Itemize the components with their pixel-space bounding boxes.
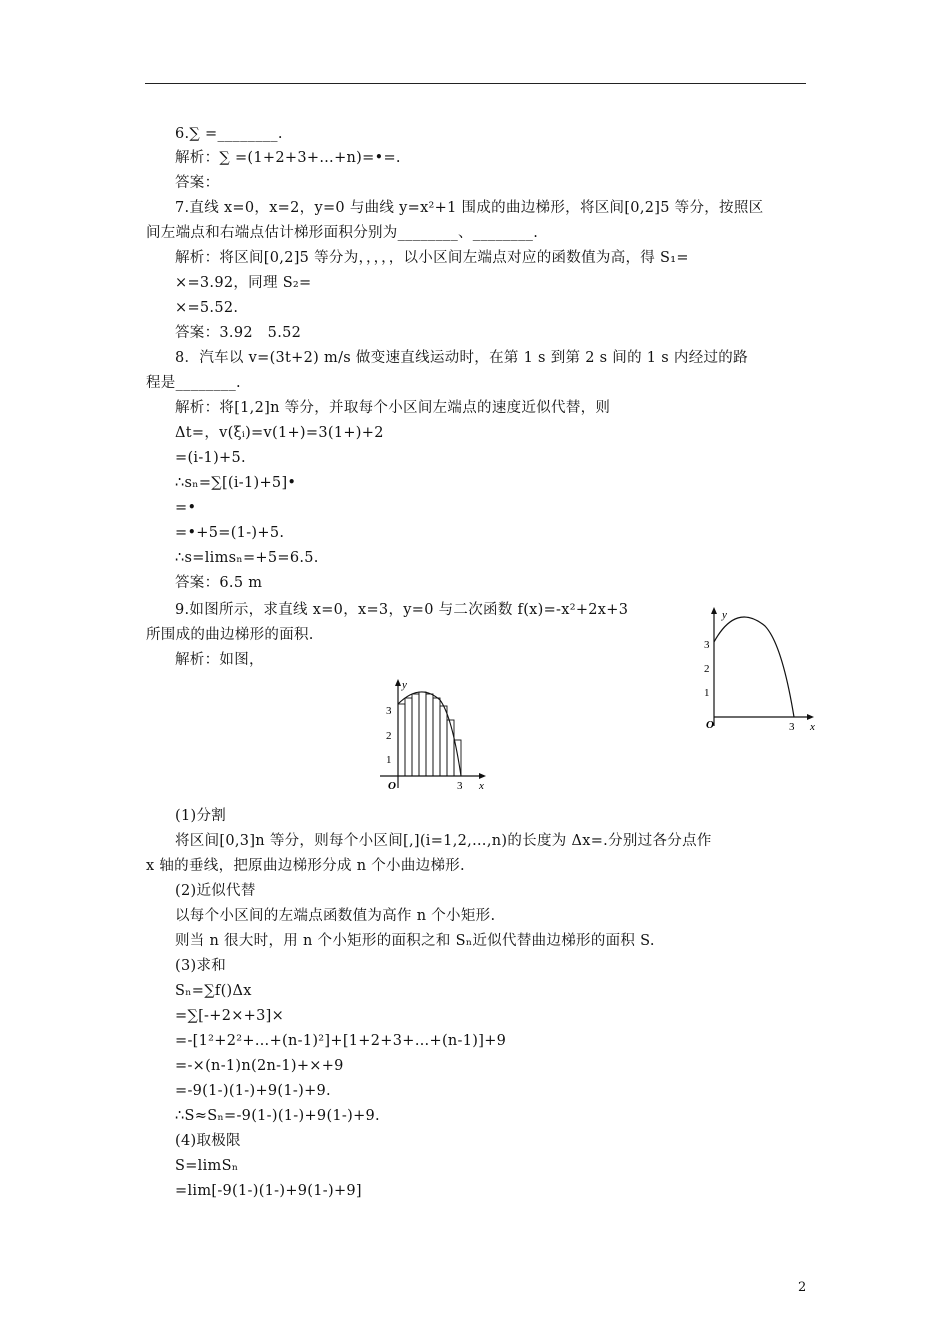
text-line: 解析：将区间[0,2]5 等分为，，，，，以小区间左端点对应的函数值为高，得 S₁=: [175, 250, 689, 266]
text-line: (4)取极限: [175, 1133, 241, 1149]
text-line: Sₙ=∑f()Δx: [175, 983, 252, 999]
figure-rectangles: [378, 676, 494, 794]
y-tick-3: 3: [386, 705, 392, 717]
y-axis-label: y: [722, 609, 727, 621]
text-line: 解析：如图，: [175, 652, 264, 668]
text-line: 将区间[0,3]n 等分，则每个小区间[,](i=1,2,…,n)的长度为 Δx=.分别过各分点作: [175, 833, 712, 849]
text-line: =-×(n-1)n(2n-1)+×+9: [175, 1058, 344, 1074]
text-line: ∴sₙ=∑[(i-1)+5]•: [175, 475, 297, 491]
text-line: ×=5.52.: [175, 300, 239, 316]
origin-label: O: [388, 780, 396, 792]
text-line: 以每个小区间的左端点函数值为高作 n 个小矩形.: [175, 908, 496, 924]
x-tick-3: 3: [457, 780, 463, 792]
text-line: 则当 n 很大时，用 n 个小矩形的面积之和 Sₙ近似代替曲边梯形的面积 S.: [175, 933, 655, 949]
text-line: 间左端点和右端点估计梯形面积分别为________、________.: [146, 225, 539, 241]
text-line: 9.如图所示，求直线 x=0，x=3，y=0 与二次函数 f(x)=-x²+2x+3: [175, 602, 629, 618]
text-line: 答案：: [175, 175, 220, 191]
text-line: =-[1²+2²+…+(n-1)²]+[1+2+3+…+(n-1)]+9: [175, 1033, 507, 1049]
x-tick-3: 3: [789, 721, 795, 733]
text-line: 所围成的曲边梯形的面积.: [146, 627, 314, 643]
origin-label: O: [706, 719, 714, 731]
text-line: =(i-1)+5.: [175, 450, 246, 466]
y-axis-label: y: [402, 679, 407, 691]
y-tick-2: 2: [704, 663, 710, 675]
text-line: ∴s=limsₙ=+5=6.5.: [175, 550, 319, 566]
text-line: =lim[-9(1-)(1-)+9(1-)+9]: [175, 1183, 362, 1199]
y-tick-2: 2: [386, 730, 392, 742]
text-line: 解析：将[1,2]n 等分，并取每个小区间左端点的速度近似代替，则: [175, 400, 611, 416]
text-line: 答案：3.92 5.52: [175, 325, 302, 341]
x-axis-label: x: [479, 780, 484, 792]
y-tick-3: 3: [704, 639, 710, 651]
text-line: =•+5=(1-)+5.: [175, 525, 285, 541]
text-line: =∑[-+2×+3]×: [175, 1008, 285, 1024]
text-line: S=limSₙ: [175, 1158, 239, 1174]
text-line: =-9(1-)(1-)+9(1-)+9.: [175, 1083, 331, 1099]
text-line: Δt=，v(ξᵢ)=v(1+)=3(1+)+2: [175, 425, 384, 441]
figure-parabola: [700, 604, 820, 734]
text-line: x 轴的垂线，把原曲边梯形分成 n 个小曲边梯形.: [146, 858, 465, 874]
text-line: 8．汽车以 v=(3t+2) m/s 做变速直线运动时，在第 1 s 到第 2 s 间的 1 s 内经过的路: [175, 350, 748, 366]
text-line: ×=3.92，同理 S₂=: [175, 275, 312, 291]
text-line: 解析：∑ =(1+2+3+…+n)=•=.: [175, 150, 401, 166]
text-line: ∴S≈Sₙ=-9(1-)(1-)+9(1-)+9.: [175, 1108, 380, 1124]
y-tick-1: 1: [704, 687, 710, 699]
y-tick-1: 1: [386, 754, 392, 766]
text-line: =•: [175, 500, 197, 516]
text-line: 7.直线 x=0，x=2，y=0 与曲线 y=x²+1 围成的曲边梯形，将区间[0,2]5 等分，按照区: [175, 200, 764, 216]
text-line: (2)近似代替: [175, 883, 256, 899]
page-number: 2: [798, 1280, 807, 1295]
text-line: 答案：6.5 m: [175, 575, 263, 591]
text-line: (1)分割: [175, 808, 227, 824]
text-line: 程是________.: [146, 375, 241, 391]
header-rule: [145, 83, 806, 84]
x-axis-label: x: [810, 721, 815, 733]
text-line: (3)求和: [175, 958, 227, 974]
text-line: 6.∑ =________.: [175, 126, 283, 142]
